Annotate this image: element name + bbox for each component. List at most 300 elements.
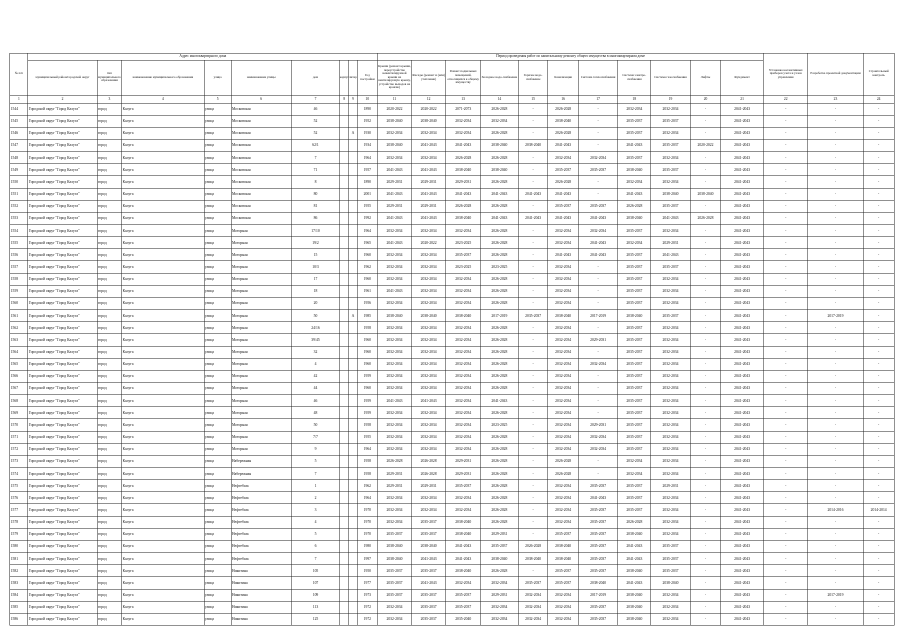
- table-cell: 2032-2034: [386, 337, 403, 342]
- table-cell: 2032-2034: [420, 131, 437, 136]
- table-cell: 2032-2034: [455, 350, 472, 354]
- table-cell: Городской округ "Город Калуга": [28, 131, 80, 136]
- table-cell: 2029-2031: [455, 471, 472, 476]
- table-cell: 2032-2034: [555, 617, 572, 622]
- table-cell: -: [532, 264, 534, 269]
- table-cell: 2041-2043: [420, 398, 437, 403]
- table-cell: улица: [204, 289, 214, 294]
- table-cell: [341, 544, 348, 549]
- table-cell: 2035-2037: [626, 362, 643, 367]
- table-cell: улица: [204, 107, 214, 111]
- table-cell: -: [785, 192, 787, 197]
- table-cell: 1556: [10, 252, 19, 257]
- table-cell: 2041-2043: [734, 228, 751, 233]
- table-cell: -: [785, 556, 787, 561]
- table-cell: 2038-2040: [386, 143, 403, 148]
- table-cell: -: [834, 544, 837, 549]
- table-cell: -: [878, 119, 880, 124]
- table-cell: 2035-2037: [626, 435, 643, 440]
- table-cell: [350, 423, 357, 428]
- table-cell: -: [532, 131, 534, 136]
- table-cell: 2029-2031: [590, 337, 607, 342]
- table-cell: 1581: [10, 556, 19, 561]
- table-cell: 2026-2028: [491, 520, 508, 525]
- table-cell: 2041-2043: [734, 179, 751, 184]
- table-cell: -: [785, 435, 787, 440]
- table-cell: Калуга: [122, 143, 134, 148]
- table-cell: 2032-2034: [455, 131, 472, 136]
- table-cell: 2032-2034: [455, 386, 472, 391]
- table-cell: -: [834, 240, 837, 245]
- table-cell: -: [878, 179, 880, 184]
- table-cell: 2041-2043: [734, 240, 751, 245]
- table-cell: -: [532, 167, 534, 172]
- table-cell: 2032-2034: [455, 289, 472, 294]
- table-cell: -: [785, 447, 787, 452]
- table-cell: 1972: [363, 617, 372, 622]
- table-cell: 1544: [10, 107, 19, 111]
- table-cell: Городской округ "Город Калуга": [28, 520, 80, 525]
- column-number: 4: [161, 97, 164, 101]
- table-cell: 2029-2031: [491, 532, 508, 537]
- table-cell: Городской округ "Город Калуга": [28, 313, 80, 318]
- table-cell: 2032-2034: [420, 374, 437, 379]
- table-cell: 2032-2034: [555, 374, 572, 379]
- table-cell: [341, 423, 348, 428]
- table-cell: улица: [204, 374, 214, 379]
- table-cell: Моторная: [231, 252, 248, 257]
- table-cell: 2035-2037: [420, 593, 437, 597]
- table-cell: [341, 253, 348, 258]
- table-cell: [341, 289, 348, 294]
- table-cell: -: [704, 228, 707, 233]
- table-cell: 1560: [10, 301, 19, 306]
- table-cell: -: [597, 289, 599, 294]
- table-cell: 2041-2043: [734, 167, 751, 172]
- table-cell: 2035-2037: [386, 580, 403, 585]
- table-cell: А: [351, 313, 355, 318]
- table-cell: 2038-2040: [455, 216, 472, 221]
- column-header: Фундамент: [734, 74, 750, 79]
- table-cell: 2032-2034: [662, 374, 679, 379]
- table-cell: [350, 119, 357, 124]
- table-cell: 1958: [363, 471, 372, 476]
- table-cell: 2032-2034: [386, 605, 403, 610]
- table-cell: улица: [204, 422, 214, 427]
- table-cell: 2038-2040: [555, 119, 572, 124]
- table-cell: -: [878, 192, 880, 197]
- table-cell: -: [597, 264, 599, 269]
- table-cell: [350, 544, 357, 549]
- table-cell: -: [704, 617, 707, 622]
- table-cell: -: [878, 107, 880, 111]
- table-cell: Калуга: [122, 325, 134, 330]
- table-cell: 2038-2040: [626, 532, 643, 537]
- table-cell: улица: [204, 167, 214, 172]
- table-cell: [350, 180, 357, 185]
- table-cell: 50: [313, 313, 318, 318]
- table-cell: -: [704, 459, 707, 464]
- table-cell: 2032-2034: [662, 605, 679, 610]
- table-cell: 2038-2040: [455, 568, 472, 573]
- table-cell: 1559: [10, 289, 19, 294]
- table-cell: -: [834, 580, 837, 585]
- table-cell: -: [532, 520, 534, 525]
- table-cell: 2032-2034: [386, 350, 403, 354]
- table-cell: -: [704, 544, 707, 549]
- table-cell: 1955: [363, 435, 372, 440]
- table-cell: 1586: [10, 617, 19, 622]
- table-cell: Нефтебаза: [231, 544, 249, 549]
- column-number: 2: [61, 97, 64, 101]
- table-cell: 2041-2043: [734, 422, 751, 427]
- table-cell: 2041-2043: [734, 471, 751, 476]
- table-cell: 2026-2028: [491, 568, 508, 573]
- table-cell: [350, 289, 357, 294]
- table-cell: -: [878, 216, 880, 221]
- table-cell: -: [532, 204, 534, 209]
- table-cell: 2035-2037: [590, 167, 607, 172]
- column-number: 11: [392, 97, 397, 101]
- table-cell: Калуга: [122, 520, 134, 525]
- table-cell: 2032-2034: [420, 410, 437, 415]
- table-cell: 2026-2028: [555, 179, 572, 184]
- table-cell: -: [704, 471, 707, 476]
- table-cell: Городской округ "Город Калуга": [28, 568, 80, 573]
- table-cell: город: [97, 435, 107, 440]
- table-cell: -: [532, 422, 534, 427]
- table-cell: улица: [204, 544, 214, 549]
- table-cell: 2041-2043: [525, 192, 542, 197]
- table-cell: [341, 314, 348, 319]
- table-cell: -: [878, 350, 880, 354]
- table-cell: 2032-2034: [455, 301, 472, 306]
- table-cell: 2026-2028: [491, 252, 508, 257]
- table-cell: 2026-2028: [491, 435, 508, 440]
- table-cell: -: [597, 301, 599, 306]
- column-number: 7: [314, 97, 317, 101]
- table-cell: -: [532, 252, 534, 257]
- table-cell: 2032-2034: [555, 325, 572, 330]
- column-number: 14: [497, 97, 502, 101]
- table-cell: -: [704, 362, 707, 367]
- table-cell: [350, 520, 357, 525]
- table-cell: -: [785, 107, 787, 111]
- table-cell: 81: [313, 204, 318, 209]
- table-cell: -: [878, 301, 880, 306]
- table-cell: 2032-2034: [386, 264, 403, 269]
- table-cell: 2023-2025: [455, 264, 472, 269]
- table-cell: Моторная: [231, 350, 248, 354]
- table-cell: 2026-2028: [555, 131, 572, 136]
- table-cell: город: [97, 507, 107, 512]
- table-cell: Городской округ "Город Калуга": [28, 167, 80, 172]
- table-cell: 2041-2043: [734, 289, 751, 294]
- table-cell: -: [532, 155, 534, 160]
- table-cell: 1965: [363, 240, 372, 245]
- table-cell: улица: [204, 325, 214, 330]
- table-cell: 2035-2037: [626, 289, 643, 294]
- table-cell: -: [878, 483, 880, 488]
- table-cell: -: [878, 362, 880, 367]
- table-cell: 1961: [363, 289, 372, 294]
- table-cell: Калуга: [122, 386, 134, 391]
- table-cell: 2017-2019: [590, 313, 607, 318]
- table-cell: 2035-2037: [420, 520, 437, 525]
- table-cell: 2041-2043: [590, 495, 607, 500]
- table-cell: Моторная: [231, 289, 248, 294]
- column-header: Система теплоснабжения: [580, 74, 616, 79]
- table-cell: -: [878, 264, 880, 269]
- table-cell: 2032-2034: [386, 520, 403, 525]
- table-cell: 1: [314, 483, 317, 488]
- table-cell: 2035-2037: [590, 568, 607, 573]
- table-cell: Калуга: [122, 289, 134, 294]
- table-cell: Калуга: [122, 459, 134, 464]
- table-cell: -: [785, 471, 787, 476]
- table-cell: 2041-2043: [734, 495, 751, 500]
- table-cell: -: [834, 362, 837, 367]
- table-cell: -: [834, 520, 837, 525]
- table-cell: 2041-2043: [455, 143, 472, 148]
- table-cell: 2035-2037: [626, 507, 643, 512]
- table-cell: [350, 301, 357, 306]
- table-cell: -: [532, 447, 534, 452]
- table-cell: -: [834, 532, 837, 537]
- table-cell: 2038-2040: [491, 167, 508, 172]
- table-cell: 1959: [363, 410, 372, 415]
- table-cell: город: [97, 386, 107, 391]
- table-cell: [341, 508, 348, 513]
- table-cell: 2032-2034: [555, 264, 572, 269]
- table-cell: -: [785, 507, 787, 512]
- table-cell: [350, 204, 357, 209]
- table-cell: Городской округ "Город Калуга": [28, 179, 80, 184]
- table-cell: -: [878, 277, 880, 282]
- table-cell: 1962: [363, 264, 372, 269]
- table-cell: Городской округ "Город Калуга": [28, 544, 80, 549]
- table-cell: 2035-2037: [525, 580, 542, 585]
- table-cell: -: [878, 313, 880, 318]
- table-cell: Городской округ "Город Калуга": [28, 398, 80, 403]
- table-cell: Калуга: [122, 507, 134, 512]
- table-cell: 2041-2043: [455, 192, 472, 197]
- table-cell: 2032-2034: [386, 447, 403, 452]
- table-cell: город: [97, 192, 107, 197]
- table-cell: Моторная: [231, 410, 248, 415]
- table-cell: город: [97, 362, 107, 367]
- table-cell: 2041-2043: [386, 167, 403, 172]
- table-cell: -: [704, 593, 707, 597]
- table-cell: [341, 617, 348, 622]
- table-cell: 2041-2043: [734, 398, 751, 403]
- table-cell: 2038-2040: [525, 143, 542, 148]
- table-cell: 1564: [10, 350, 19, 354]
- table-cell: Моторная: [231, 277, 248, 282]
- table-cell: 2032-2034: [662, 447, 679, 452]
- table-cell: -: [704, 179, 707, 184]
- table-cell: улица: [204, 264, 214, 269]
- table-cell: 2038-2040: [386, 544, 403, 549]
- table-cell: 1960: [363, 350, 372, 354]
- table-cell: Городской округ "Город Калуга": [28, 277, 80, 282]
- column-header: № п/п: [14, 71, 23, 76]
- table-cell: 2029-2031: [455, 179, 472, 184]
- table-cell: 2041-2043: [626, 143, 643, 148]
- table-cell: Нефтебаза: [231, 556, 249, 561]
- table-cell: [341, 180, 348, 185]
- table-cell: [350, 484, 357, 489]
- table-cell: 1573: [10, 459, 19, 464]
- table-cell: 2041-2043: [626, 556, 643, 561]
- table-cell: -: [834, 143, 837, 148]
- table-cell: 2032-2034: [386, 362, 403, 367]
- table-cell: 2041-2043: [555, 192, 572, 197]
- table-cell: 2041-2043: [734, 410, 751, 415]
- table-cell: 2032-2034: [455, 580, 472, 585]
- table-cell: 2032-2034: [386, 277, 403, 282]
- table-cell: 2035-2037: [555, 580, 572, 585]
- table-cell: 1997: [363, 556, 372, 561]
- table-cell: улица: [204, 471, 214, 476]
- column-header: Лифты: [700, 74, 711, 79]
- table-cell: Городской округ "Город Калуга": [28, 422, 80, 427]
- table-cell: улица: [204, 301, 214, 306]
- table-cell: 24/16: [311, 325, 320, 330]
- table-cell: 46: [313, 107, 318, 111]
- table-cell: Калуга: [122, 495, 134, 500]
- table-cell: Никитина: [231, 568, 248, 573]
- table-cell: 2035-2037: [662, 556, 679, 561]
- table-cell: 2001: [363, 192, 372, 197]
- table-cell: Городской округ "Город Калуга": [28, 143, 80, 148]
- table-cell: 2026-2028: [491, 483, 508, 488]
- table-cell: -: [704, 107, 707, 111]
- table-cell: Калуга: [122, 240, 134, 245]
- table-cell: -: [785, 580, 787, 585]
- table-cell: 2035-2037: [555, 167, 572, 172]
- table-cell: -: [704, 119, 707, 124]
- table-cell: 2035-2037: [626, 325, 643, 330]
- table-cell: -: [704, 252, 707, 257]
- table-cell: -: [704, 410, 707, 415]
- table-cell: [350, 253, 357, 258]
- table-cell: 1972: [363, 605, 372, 610]
- table-cell: 2032-2034: [662, 289, 679, 294]
- table-cell: 2026-2028: [455, 204, 472, 209]
- table-cell: 2032-2034: [420, 507, 437, 512]
- table-cell: 2026-2028: [491, 107, 508, 111]
- table-cell: -: [704, 507, 707, 512]
- table-cell: 2032-2034: [590, 228, 607, 233]
- table-cell: -: [704, 313, 707, 318]
- table-cell: -: [878, 289, 880, 294]
- table-cell: 1562: [10, 325, 19, 330]
- table-cell: 2032-2034: [662, 459, 679, 464]
- table-cell: 2032-2034: [455, 119, 472, 124]
- table-cell: 2035-2037: [626, 386, 643, 391]
- table-cell: 2032-2034: [555, 593, 572, 597]
- column-number: 3: [108, 97, 111, 101]
- table-cell: [341, 204, 348, 209]
- table-cell: город: [97, 252, 107, 257]
- table-cell: -: [878, 459, 880, 464]
- table-cell: город: [97, 216, 107, 221]
- table-cell: 1570: [10, 422, 19, 427]
- table-cell: 2041-2043: [626, 192, 643, 197]
- table-cell: 32: [313, 350, 318, 354]
- table-cell: -: [878, 252, 880, 257]
- table-cell: -: [834, 337, 837, 342]
- table-cell: -: [704, 289, 707, 294]
- table-cell: -: [834, 568, 837, 573]
- table-cell: Калуга: [122, 605, 134, 610]
- table-cell: 2029-2031: [662, 483, 679, 488]
- table-cell: Городской округ "Город Калуга": [28, 386, 80, 391]
- table-cell: -: [532, 495, 534, 500]
- table-cell: 2041-2043: [734, 459, 751, 464]
- table-cell: 2038-2040: [491, 143, 508, 148]
- table-cell: 2026-2028: [491, 374, 508, 379]
- table-cell: -: [704, 325, 707, 330]
- table-cell: -: [878, 167, 880, 172]
- table-cell: 2035-2037: [590, 204, 607, 209]
- table-cell: -: [597, 119, 599, 124]
- table-cell: 2035-2037: [626, 252, 643, 257]
- table-cell: 2026-2028: [626, 204, 643, 209]
- table-cell: -: [704, 568, 707, 573]
- table-cell: 6: [314, 544, 317, 549]
- table-cell: [350, 107, 357, 112]
- table-cell: 2035-2037: [626, 119, 643, 124]
- table-cell: 1960: [363, 362, 372, 367]
- table-cell: Московская: [231, 143, 251, 148]
- table-cell: 105: [312, 568, 319, 573]
- table-cell: 2041-2043: [734, 119, 751, 124]
- table-cell: 2026-2028: [491, 386, 508, 391]
- table-cell: -: [785, 593, 787, 597]
- table-cell: [350, 472, 357, 477]
- table-cell: Городской округ "Город Калуга": [28, 580, 80, 585]
- table-cell: 2041-2043: [626, 544, 643, 549]
- table-cell: 2035-2037: [386, 568, 403, 573]
- table-cell: 2026-2028: [626, 520, 643, 525]
- table-cell: 2032-2034: [386, 495, 403, 500]
- table-cell: [350, 459, 357, 464]
- table-cell: 2032-2034: [420, 495, 437, 500]
- table-cell: -: [597, 143, 599, 148]
- table-cell: 2032-2034: [386, 155, 403, 160]
- table-cell: 2041-2043: [491, 192, 508, 197]
- table-cell: 1962: [363, 483, 372, 488]
- table-cell: 2041-2043: [734, 337, 751, 342]
- table-cell: 2038-2040: [555, 556, 572, 561]
- table-cell: -: [597, 459, 599, 464]
- table-cell: 4: [314, 520, 317, 525]
- table-cell: 2032-2034: [386, 386, 403, 391]
- table-cell: 2032-2034: [662, 277, 679, 282]
- table-cell: -: [878, 605, 880, 610]
- table-cell: 2026-2028: [555, 107, 572, 111]
- table-cell: -: [704, 520, 707, 525]
- column-number: 13: [461, 97, 465, 101]
- table-cell: 2041-2043: [734, 386, 751, 391]
- table-cell: -: [532, 179, 534, 184]
- table-cell: -: [785, 483, 787, 488]
- table-cell: город: [97, 544, 107, 549]
- table-cell: 2032-2034: [555, 605, 572, 610]
- column-header: улица: [213, 74, 222, 79]
